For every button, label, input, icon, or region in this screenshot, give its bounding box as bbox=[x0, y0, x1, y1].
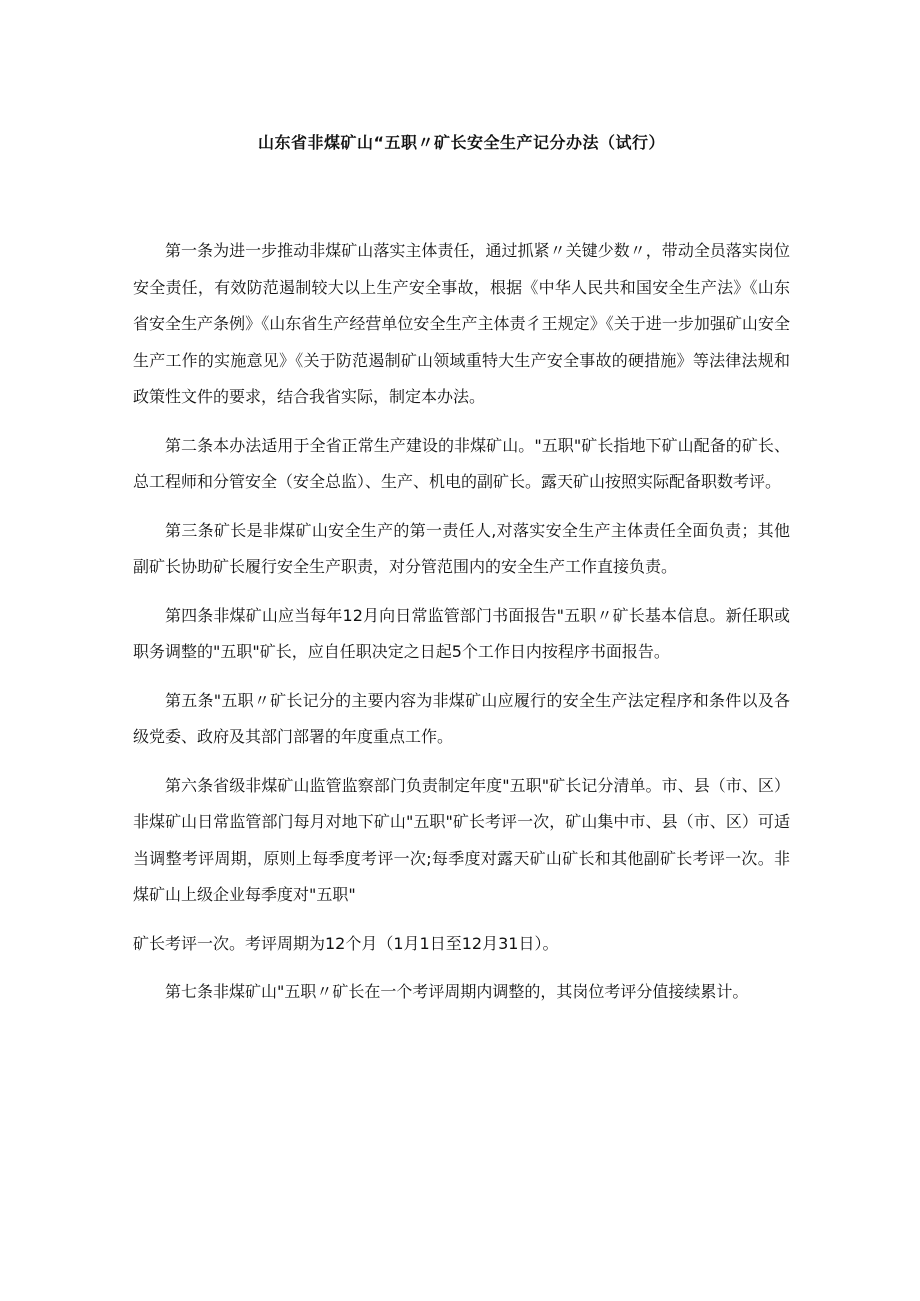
article-6-paragraph: 第六条省级非煤矿山监管监察部门负责制定年度"五职"矿长记分清单。市、县（市、区）非煤矿山日常监管部门每月对地下矿山"五职"矿长考评一次，矿山集中市、县（市、区）可适当调整考评周期，原则上每季度考评一次;每季度对露天矿山矿长和其他副矿长考评一次。非煤矿山上级企业每季度对"五职" bbox=[133, 775, 790, 904]
article-5-paragraph: 第五条"五职〃矿长记分的主要内容为非煤矿山应履行的安全生产法定程序和条件以及各级党委、政府及其部门部署的年度重点工作。 bbox=[133, 690, 790, 746]
article-4-paragraph: 第四条非煤矿山应当每年12月向日常监管部门书面报告"五职〃矿长基本信息。新任职或职务调整的"五职"矿长，应自任职决定之日起5个工作日内按程序书面报告。 bbox=[133, 605, 790, 661]
article-2-paragraph: 第二条本办法适用于全省正常生产建设的非煤矿山。"五职"矿长指地下矿山配备的矿长、总工程师和分管安全（安全总监）、生产、机电的副矿长。露天矿山按照实际配备职数考评。 bbox=[133, 435, 790, 491]
document-body bbox=[133, 233, 790, 1011]
article-3-paragraph: 第三条矿长是非煤矿山安全生产的第一责任人,对落实安全生产主体责任全面负责；其他副矿长协助矿长履行安全生产职责，对分管范围内的安全生产工作直接负责。 bbox=[133, 520, 790, 576]
document-title: 山东省非煤矿山“五职〃矿长安全生产记分办法（试行） bbox=[257, 133, 666, 152]
article-1-paragraph: 第一条为进一步推动非煤矿山落实主体责任，通过抓紧〃关键少数〃，带动全员落实岗位安全责任，有效防范遏制较大以上生产安全事故，根据《中华人民共和国安全生产法》《山东省安全生产条例》《山东省生产经营单位安全生产主体责彳王规定》《关于进一步加强矿山安全生产工作的实施意见》《关于防范遏制矿山领域重特大生产安全事故的硬措施》等法律法规和政策性文件的要求，结合我省实际，制定本办法。 bbox=[133, 241, 790, 406]
article-7-paragraph: 第七条非煤矿山"五职〃矿长在一个考评周期内调整的，其岗位考评分值接续累计。 bbox=[165, 982, 749, 1001]
article-6-continuation: 矿长考评一次。考评周期为12个月（1月1日至12月31日）。 bbox=[133, 933, 559, 953]
